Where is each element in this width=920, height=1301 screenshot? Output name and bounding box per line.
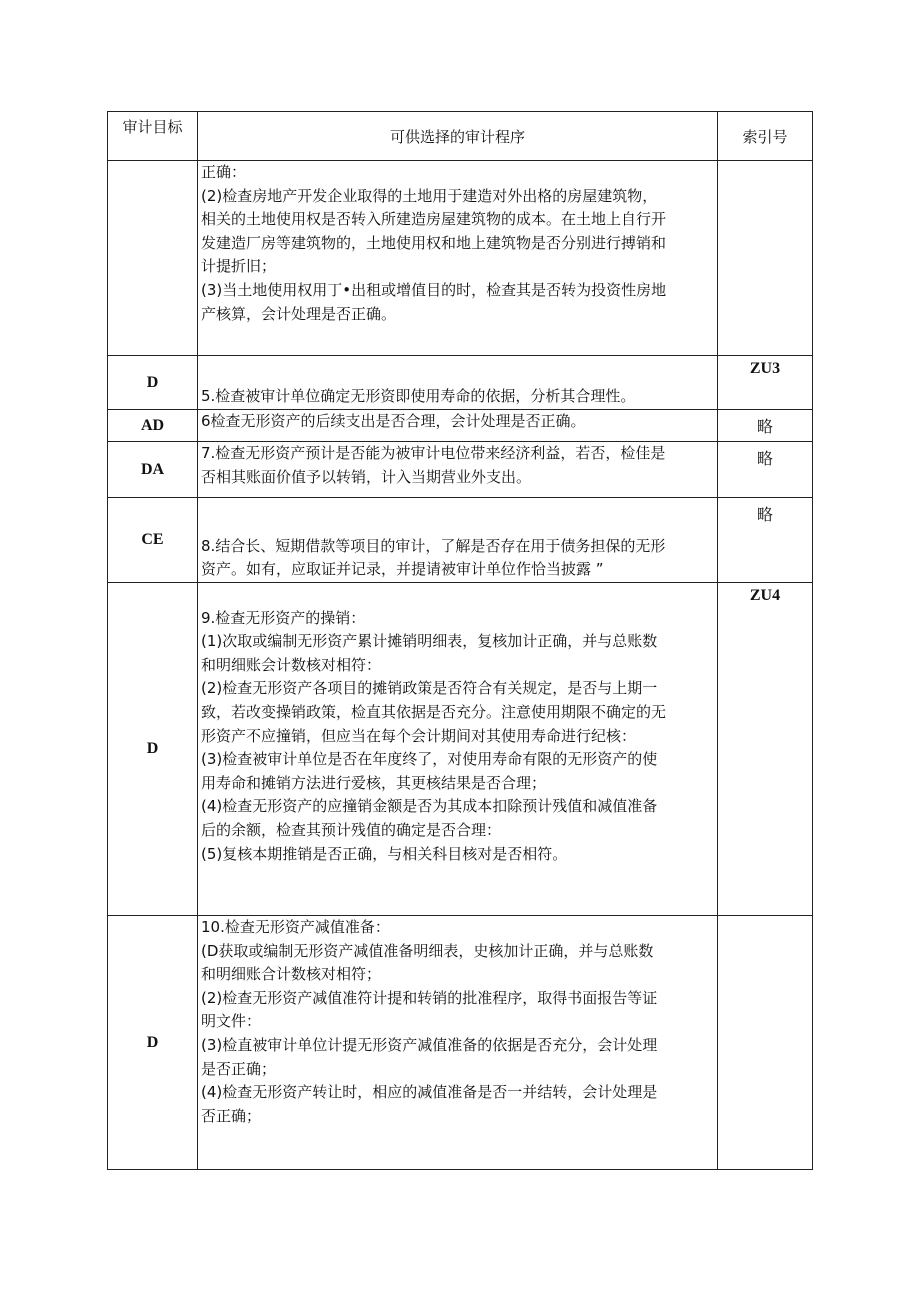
index-number-cell [718,916,813,1170]
audit-procedure-cell [198,356,718,410]
index-number-cell: 略 [718,410,813,442]
header-audit-target: 审计目标 [108,112,198,161]
procedure-line: 5.检查被审计单位确定无形资即使用寿命的依据，分析其合理性。 [201,387,636,406]
procedure-line: (3)检查被审计单位是否在年度终了，对使用寿命有限的无形资产的使 [201,750,658,769]
index-number-cell: 略 [718,498,813,583]
procedure-line: 否相其账面价值予以转销，计入当期营业外支出。 [201,467,532,486]
procedure-line [201,511,717,535]
procedure-line: 相关的土地使用权是否转入所建造房屋建筑物的成本。在土地上自行开 [201,210,667,229]
procedure-line: 形资产不应撞销，但应当在每个会计期间对其使用寿命进行纪核： [201,726,637,745]
audit-target-cell: DA [108,442,198,498]
procedure-line: 用寿命和摊销方法进行爱核，其更核结果是否合理； [201,773,547,792]
procedure-line: 计提折旧； [201,257,277,276]
audit-procedure-table [107,111,813,1170]
procedure-line: (3)当土地使用权用丁•出租或增值目的时，检查其是否转为投资性房地 [201,280,667,299]
audit-target-cell: D [108,356,198,410]
procedure-line: (2)检查房地产开发企业取得的土地用于建造对外出格的房屋建筑物， [201,186,658,205]
procedure-line: (4)检查无形资产转让时，相应的减值准备是否一并结转，会计处理是 [201,1083,658,1102]
table-row [108,916,813,1170]
audit-procedure-cell [198,916,718,1170]
procedure-line: 是否正确； [201,1059,277,1078]
table-row [108,161,813,356]
index-number-cell: ZU3 [718,356,813,410]
table-row [108,410,813,442]
audit-target-cell: D [108,583,198,916]
header-audit-procedure: 可供选择的审计程序 [198,112,718,161]
table-row [108,356,813,410]
procedure-line: 产核算，会计处理是否正确。 [201,304,397,323]
procedure-line: 10.检查无形资产减值准备： [201,918,390,936]
table-row [108,442,813,498]
table-header-row [108,112,813,161]
audit-procedure-cell [198,410,718,442]
audit-procedure-cell [198,498,718,583]
procedure-line: (D获取或编制无形资产减值准备明细表，史核加计正确，并与总账数 [201,941,654,960]
audit-target-cell: CE [108,498,198,583]
procedure-line: 致，若改变操销政策，检直其依据是否充分。注意使用期限不确定的无 [201,702,667,721]
procedure-line: 否正确； [201,1106,262,1125]
table-body [108,161,813,1170]
procedure-line: 7.检查无形资产预计是否能为被审计电位带来经济利益，若否，检佳是 [201,444,666,462]
procedure-line: 发建造厂房等建筑物的，土地使用权和地上建筑物是否分别进行搏销和 [201,233,667,252]
header-index-number: 索引号 [718,112,813,161]
table-row [108,498,813,583]
procedure-line: 资产。如有，应取证并记录，并提请被审计单位作恰当披露 ” [201,560,604,579]
audit-procedure-cell [198,161,718,356]
audit-procedure-cell [198,442,718,498]
procedure-line: 正确： [201,163,247,181]
procedure-line: (5)复核本期推销是否正确，与相关科目核对是否相符。 [201,844,568,863]
procedure-line: (2)检查无形资产减值准符计提和转销的批准程序，取得书面报告等证 [201,988,658,1007]
procedure-line: 6检查无形资产的后续支出是否合理，会计处理是否正确。 [201,412,586,430]
table-row [108,583,813,916]
procedure-line: 和明细账合计数核对相符； [201,965,382,984]
audit-target-cell: D [108,916,198,1170]
audit-target-cell [108,161,198,356]
procedure-line: (1)次取或编制无形资产累计摊销明细表，复核加计正确，并与总账数 [201,632,658,651]
procedure-line: 和明细账会计数核对相符： [201,655,382,674]
index-number-cell [718,161,813,356]
procedure-line: (4)检查无形资产的应撞销金额是否为其成本扣除预计残值和减值准备 [201,797,658,816]
procedure-line [201,583,717,607]
procedure-line: 后的余额，检查其预计残值的确定是否合理： [201,820,502,839]
index-number-cell: 略 [718,442,813,498]
audit-procedure-cell [198,583,718,916]
procedure-line [201,362,717,386]
procedure-line: (3)检直被审计单位计提无形资产减值准备的依据是否充分，会计处理 [201,1035,658,1054]
procedure-line: 明文件： [201,1012,262,1031]
procedure-line: 8.结合长、短期借款等项目的审计，了解是否存在用于债务担保的无形 [201,536,666,555]
procedure-line: 9.检查无形资产的操销： [201,608,366,627]
audit-target-cell: AD [108,410,198,442]
procedure-line: (2)检查无形资产各项目的摊销政策是否符合有关规定，是否与上期一 [201,679,658,698]
index-number-cell: ZU4 [718,583,813,916]
